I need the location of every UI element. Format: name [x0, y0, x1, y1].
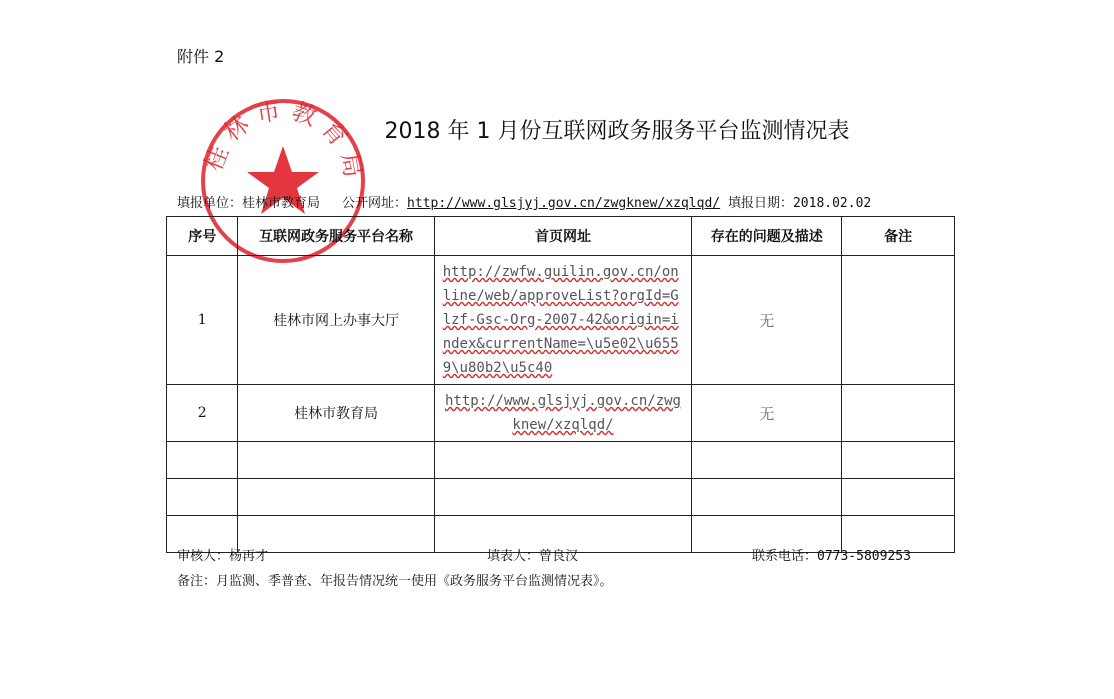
seal-text: 桂林市教育局: [199, 96, 368, 188]
public-url-link[interactable]: http://www.glsjyj.gov.cn/zwgknew/xzqlqd/: [407, 196, 721, 211]
empty-row: [167, 479, 955, 516]
table-header-row: [167, 217, 955, 256]
row-remark: [842, 385, 955, 442]
header-name: 互联网政务服务平台名称: [238, 217, 434, 256]
row-no: 1: [167, 256, 238, 385]
header-remark: 备注: [842, 217, 955, 256]
empty-row: [167, 442, 955, 479]
unit-label: 填报单位：: [177, 196, 243, 211]
row-name: 桂林市网上办事大厅: [238, 256, 434, 385]
date-value: 2018.02.02: [792, 196, 872, 211]
monitoring-table: [166, 216, 955, 553]
row-url-link[interactable]: http://www.glsjyj.gov.cn/zwgknew/xzqlqd/: [434, 385, 692, 442]
row-name: 桂林市教育局: [238, 385, 434, 442]
footnote: 备注：月监测、季普查、年报告情况统一使用《政务服务平台监测情况表》。: [177, 574, 613, 589]
attachment-label: 附件 2: [177, 47, 225, 66]
table-row: [167, 385, 955, 442]
row-issue: 无: [692, 385, 842, 442]
header-issue: 存在的问题及描述: [692, 217, 842, 256]
page-title: 2018 年 1 月份互联网政务服务平台监测情况表: [384, 119, 850, 144]
row-issue: 无: [692, 256, 842, 385]
report-meta: [177, 192, 871, 211]
date-label: 填报日期：: [727, 196, 793, 211]
reviewer: 审核人：杨再才: [177, 549, 269, 564]
header-url: 首页网址: [434, 217, 692, 256]
url-label: 公开网址：: [342, 196, 408, 211]
header-no: 序号: [167, 217, 238, 256]
row-remark: [842, 256, 955, 385]
contact-phone: 联系电话：0773-5809253: [752, 549, 911, 564]
row-url-link[interactable]: http://zwfw.guilin.gov.cn/online/web/approveList?orgId=Glzf-Gsc-Org-2007-42&origin=index&currentName=\u5e02\u6559\u80b2\u5c40: [434, 256, 692, 385]
table-row: [167, 256, 955, 385]
filler: 填表人：曾良汉: [487, 549, 579, 564]
unit-value: 桂林市教育局: [242, 196, 321, 211]
row-no: 2: [167, 385, 238, 442]
